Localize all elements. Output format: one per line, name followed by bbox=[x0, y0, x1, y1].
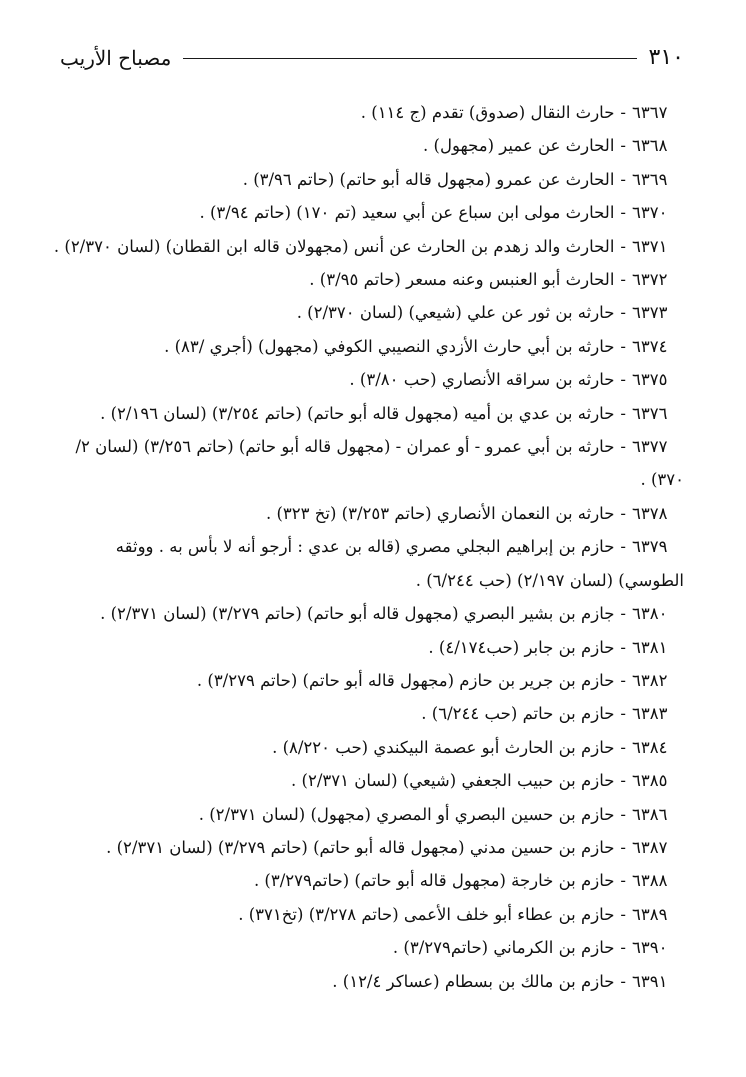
list-item bbox=[60, 397, 684, 430]
list-item bbox=[60, 697, 684, 730]
entry-text: حازم بن عطاء أبو خلف الأعمى (حاتم ٣/٢٧٨) (تخ٣٧١) . bbox=[238, 904, 615, 924]
entry-dash: - bbox=[620, 503, 626, 523]
entry-number: ٦٣٨١ bbox=[632, 637, 668, 657]
entry-number: ٦٣٦٧ bbox=[632, 103, 668, 122]
entry-text: الحارث عن عمير (مجهول) . bbox=[423, 136, 615, 156]
entry-text: حارثه بن ثور عن علي (شيعي) (لسان ٢/٣٧٠) . bbox=[296, 303, 615, 323]
list-item bbox=[60, 196, 684, 229]
entry-number: ٦٣٨٦ bbox=[632, 804, 668, 824]
list-item bbox=[60, 965, 684, 998]
entry-text: جازم بن بشير البصري (مجهول قاله أبو حاتم) (حاتم ٣/٢٧٩) (لسان ٢/٣٧١) . bbox=[100, 604, 615, 624]
entry-number: ٦٣٨٤ bbox=[632, 737, 668, 757]
entry-dash: - bbox=[620, 537, 626, 557]
entry-number: ٦٣٨٢ bbox=[632, 670, 668, 690]
entry-dash: - bbox=[620, 136, 626, 156]
entry-number: ٦٣٦٩ bbox=[632, 169, 668, 189]
entry-text: حازم بن حسين مدني (مجهول قاله أبو حاتم) (حاتم ٣/٢٧٩) (لسان ٢/٣٧١) . bbox=[106, 837, 615, 857]
entry-dash: - bbox=[620, 169, 626, 189]
entry-text: الحارث والد زهدم بن الحارث عن أنس (مجهولان قاله ابن القطان) (لسان ٢/٣٧٠) . bbox=[53, 236, 615, 256]
entry-number: ٦٣٩٠ bbox=[632, 938, 668, 958]
entry-dash: - bbox=[620, 771, 626, 791]
list-item bbox=[60, 731, 684, 764]
entry-dash: - bbox=[620, 670, 626, 690]
entry-dash: - bbox=[620, 203, 626, 223]
entry-dash: - bbox=[620, 938, 626, 958]
entry-number: ٦٣٨٨ bbox=[632, 871, 668, 891]
entry-number: ٦٣٧٠ bbox=[632, 203, 668, 223]
entry-text: حازم بن حبيب الجعفي (شيعي) (لسان ٢/٣٧١) . bbox=[291, 771, 615, 791]
entry-text: حارثه بن أبي حارث الأزدي النصيبي الكوفي (مجهول) (أجري /٨٣) . bbox=[164, 336, 615, 356]
entry-number: ٦٣٨٩ bbox=[632, 904, 668, 924]
list-item bbox=[60, 931, 684, 964]
entry-number: ٦٣٧٤ bbox=[632, 336, 668, 356]
entry-dash: - bbox=[620, 336, 626, 356]
entry-text: حارثه بن أبي عمرو - أو عمران - (مجهول قاله أبو حاتم) (حاتم ٣/٢٥٦) (لسان ٢/ ٣٧٠) . bbox=[75, 437, 684, 490]
entry-text: حازم بن مالك بن بسطام (عساكر ١٢/٤) . bbox=[332, 971, 615, 991]
entry-number: ٦٣٩١ bbox=[632, 971, 668, 991]
entry-text: حارثه بن سراقه الأنصاري (حب ٣/٨٠) . bbox=[349, 370, 615, 390]
list-item bbox=[60, 664, 684, 697]
list-item bbox=[60, 798, 684, 831]
entry-dash: - bbox=[620, 737, 626, 757]
entry-dash: - bbox=[620, 236, 626, 256]
list-item bbox=[60, 631, 684, 664]
list-item bbox=[60, 898, 684, 931]
list-item bbox=[60, 296, 684, 329]
entry-text: الحارث عن عمرو (مجهول قاله أبو حاتم) (حاتم ٣/٩٦) . bbox=[242, 169, 615, 189]
entry-text: حازم بن حاتم (حب ٦/٢٤٤) . bbox=[421, 704, 615, 724]
entry-dash: - bbox=[620, 103, 626, 122]
entry-dash: - bbox=[620, 604, 626, 624]
entry-dash: - bbox=[620, 370, 626, 390]
entry-dash: - bbox=[620, 303, 626, 323]
entry-dash: - bbox=[620, 704, 626, 724]
entry-dash: - bbox=[620, 270, 626, 290]
entry-number: ٦٣٦٨ bbox=[632, 136, 668, 156]
list-item bbox=[53, 230, 684, 263]
running-title: مصباح الأريب bbox=[60, 46, 172, 70]
entry-number: ٦٣٨٧ bbox=[632, 837, 668, 857]
entry-number: ٦٣٧٧ bbox=[632, 437, 668, 457]
list-item bbox=[60, 597, 684, 630]
list-item bbox=[60, 129, 684, 162]
page-header bbox=[60, 42, 684, 74]
list-item bbox=[60, 864, 684, 897]
entry-text: حازم بن الحارث أبو عصمة البيكندي (حب ٨/٢٢٠) . bbox=[272, 737, 615, 757]
list-item bbox=[60, 430, 684, 497]
list-item bbox=[60, 96, 684, 129]
entry-number: ٦٣٧٩ bbox=[632, 537, 668, 557]
entry-text: الحارث مولى ابن سباع عن أبي سعيد (تم ١٧٠) (حاتم ٣/٩٤) . bbox=[199, 203, 615, 223]
entry-dash: - bbox=[620, 437, 626, 457]
entry-text: حارثه بن النعمان الأنصاري (حاتم ٣/٢٥٣) (تخ ٣٢٣) . bbox=[265, 503, 615, 523]
entry-text: حازم بن جرير بن حازم (مجهول قاله أبو حاتم) (حاتم ٣/٢٧٩) . bbox=[196, 670, 615, 690]
entry-number: ٦٣٨٣ bbox=[632, 704, 668, 724]
entry-dash: - bbox=[620, 637, 626, 657]
list-item bbox=[60, 764, 684, 797]
list-item bbox=[60, 363, 684, 396]
entry-list bbox=[53, 96, 684, 998]
entry-number: ٦٣٧٢ bbox=[632, 270, 668, 290]
entry-dash: - bbox=[620, 904, 626, 924]
entry-text: حازم بن جابر (حب٤/١٧٤) . bbox=[428, 637, 615, 657]
list-item bbox=[60, 163, 684, 196]
entry-text: الحارث أبو العنبس وعنه مسعر (حاتم ٣/٩٥) . bbox=[309, 270, 615, 290]
entry-text: حازم بن إبراهيم البجلي مصري (قاله بن عدي : أرجو أنه لا بأس به . ووثقه الطوسي) (لسان ٢/١٩٧) (حب ٦/٢٤٤) . bbox=[115, 537, 684, 590]
entry-text: حازم بن خارجة (مجهول قاله أبو حاتم) (حاتم٣/٢٧٩) . bbox=[253, 871, 615, 891]
entry-number: ٦٣٧٥ bbox=[632, 370, 668, 390]
list-item bbox=[60, 831, 684, 864]
header-rule bbox=[183, 58, 636, 59]
entry-dash: - bbox=[620, 971, 626, 991]
entry-text: حازم بن حسين البصري أو المصري (مجهول) (لسان ٢/٣٧١) . bbox=[198, 804, 615, 824]
entry-dash: - bbox=[620, 871, 626, 891]
entry-number: ٦٣٨٠ bbox=[632, 604, 668, 624]
entry-dash: - bbox=[620, 403, 626, 423]
entry-text: حارث النقال (صدوق) تقدم (ج ١١٤) . bbox=[360, 103, 615, 122]
entry-number: ٦٣٧٦ bbox=[632, 403, 668, 423]
entry-text: حازم بن الكرماني (حاتم٣/٢٧٩) . bbox=[392, 938, 615, 958]
entry-number: ٦٣٧٨ bbox=[632, 503, 668, 523]
list-item bbox=[60, 263, 684, 296]
page-number: ٣١٠ bbox=[648, 45, 684, 70]
entry-number: ٦٣٨٥ bbox=[632, 771, 668, 791]
list-item bbox=[60, 330, 684, 363]
list-item bbox=[60, 497, 684, 530]
entry-number: ٦٣٧١ bbox=[632, 236, 668, 256]
entry-number: ٦٣٧٣ bbox=[632, 303, 668, 323]
entry-text: حارثه بن عدي بن أميه (مجهول قاله أبو حاتم) (حاتم ٣/٢٥٤) (لسان ٢/١٩٦) . bbox=[100, 403, 615, 423]
entry-dash: - bbox=[620, 804, 626, 824]
list-item bbox=[60, 530, 684, 597]
entry-dash: - bbox=[620, 837, 626, 857]
